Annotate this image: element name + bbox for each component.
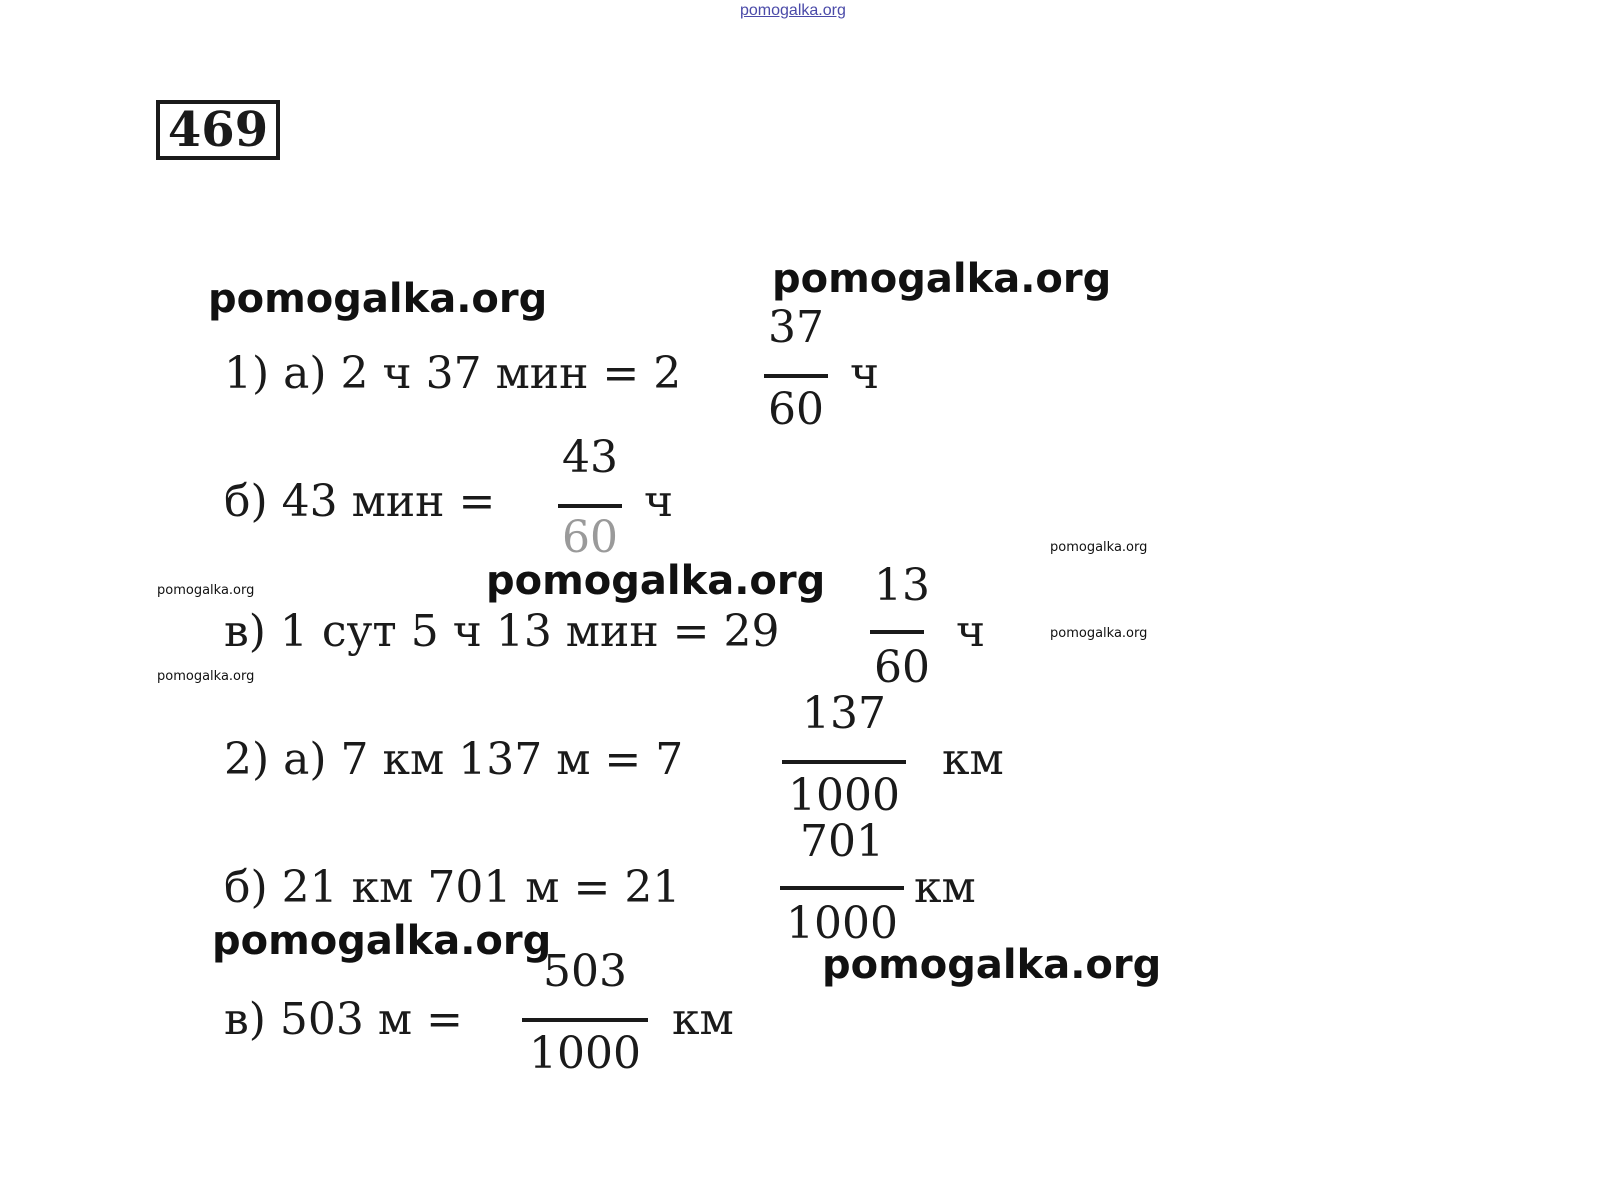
- equation-1b-unit: ч: [644, 476, 674, 527]
- fraction-bar: [870, 630, 924, 634]
- equation-2c-numerator: 503: [543, 946, 627, 997]
- watermark-small: pomogalka.org: [1050, 540, 1148, 555]
- equation-1a-numerator: 37: [768, 302, 824, 353]
- equation-1a-denominator: 60: [768, 384, 824, 435]
- fraction-bar: [780, 886, 904, 890]
- fraction-bar: [782, 760, 906, 764]
- watermark: pomogalka.org: [486, 558, 826, 604]
- equation-2c-left: в) 503 м =: [224, 994, 463, 1045]
- watermark: pomogalka.org: [212, 918, 552, 964]
- equation-1c-unit: ч: [956, 606, 986, 657]
- problem-number-box: 469: [156, 100, 280, 160]
- equation-1b-denominator: 60: [562, 512, 618, 563]
- equation-1b-left: б) 43 мин =: [224, 476, 496, 527]
- fraction-bar: [764, 374, 828, 378]
- equation-2a-left: 2) а) 7 км 137 м = 7: [224, 734, 684, 785]
- watermark: pomogalka.org: [772, 256, 1112, 302]
- equation-2c-denominator: 1000: [529, 1028, 641, 1079]
- equation-1c-left: в) 1 сут 5 ч 13 мин = 29: [224, 606, 780, 657]
- watermark-small: pomogalka.org: [157, 583, 255, 598]
- watermark-small: pomogalka.org: [1050, 626, 1148, 641]
- equation-2a-denominator: 1000: [788, 770, 900, 821]
- equation-2b-left: б) 21 км 701 м = 21: [224, 862, 681, 913]
- equation-2a-numerator: 137: [802, 688, 886, 739]
- equation-2a-unit: км: [942, 734, 1004, 785]
- equation-1b-numerator: 43: [562, 432, 618, 483]
- fraction-bar: [522, 1018, 648, 1022]
- equation-2c-unit: км: [672, 994, 734, 1045]
- equation-2b-denominator: 1000: [786, 898, 898, 949]
- equation-1c-numerator: 13: [874, 560, 930, 611]
- equation-1c-denominator: 60: [874, 642, 930, 693]
- watermark: pomogalka.org: [822, 942, 1162, 988]
- equation-2b-unit: км: [914, 862, 976, 913]
- equation-1a-unit: ч: [850, 348, 880, 399]
- watermark-small: pomogalka.org: [157, 669, 255, 684]
- equation-2b-numerator: 701: [800, 816, 884, 867]
- watermark: pomogalka.org: [208, 276, 548, 322]
- top-site-link[interactable]: pomogalka.org: [740, 2, 846, 19]
- equation-1a-left: 1) а) 2 ч 37 мин = 2: [224, 348, 682, 399]
- fraction-bar: [558, 504, 622, 508]
